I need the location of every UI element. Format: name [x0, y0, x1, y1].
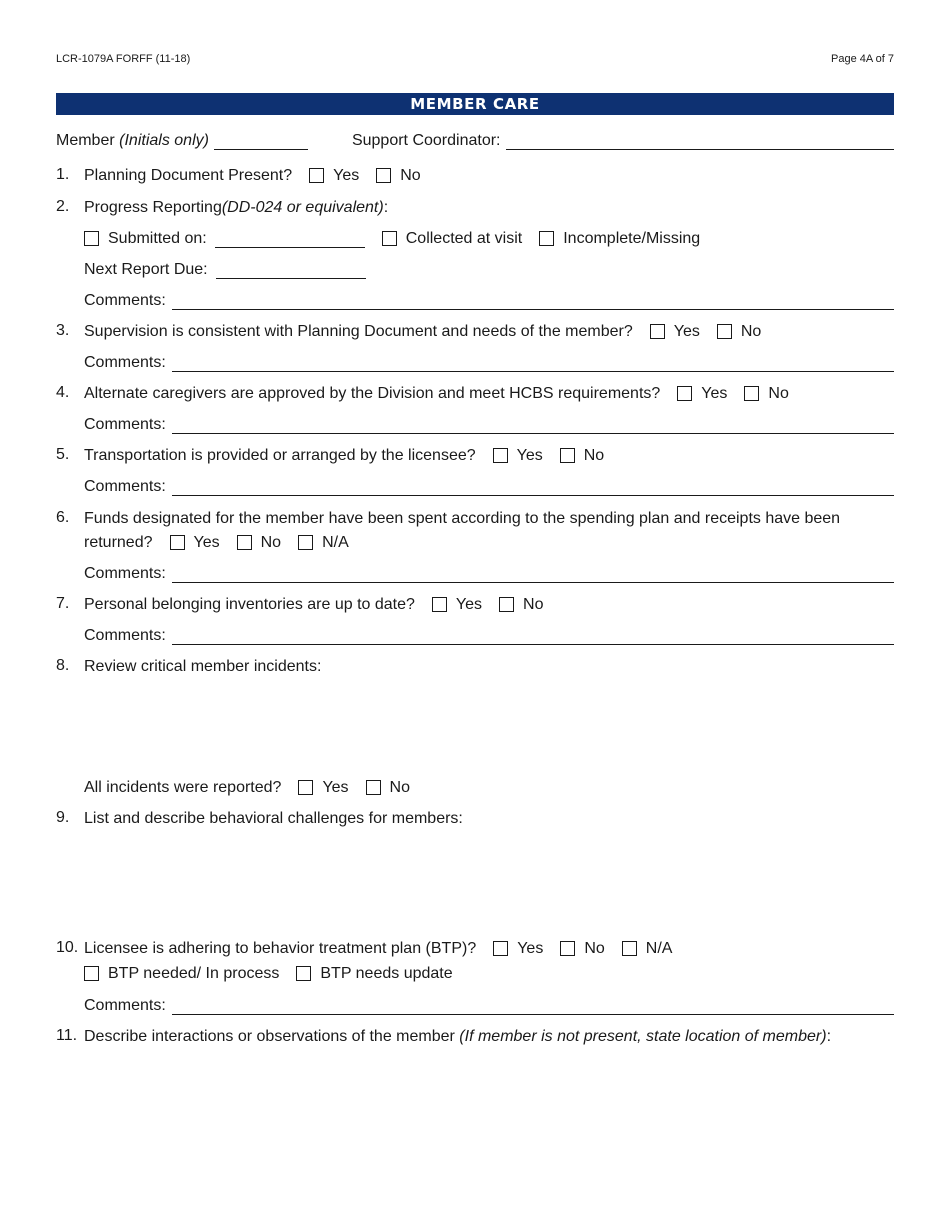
q2-comments-label: Comments:	[84, 292, 166, 309]
q2-suffix: :	[383, 199, 389, 216]
q7-no-checkbox[interactable]	[499, 597, 514, 612]
q4-no-checkbox[interactable]	[744, 386, 759, 401]
q4-comments-label: Comments:	[84, 416, 166, 433]
q6-no-option[interactable]	[237, 534, 281, 552]
q6-no-label: No	[260, 534, 282, 551]
q2-collected-checkbox[interactable]	[382, 231, 397, 246]
q10-btp-row	[84, 963, 894, 983]
q2-number: 2.	[56, 198, 70, 215]
q8-yes-checkbox[interactable]	[298, 780, 313, 795]
q1-no-option[interactable]	[376, 167, 420, 185]
q7-comments-field[interactable]	[172, 631, 894, 645]
q7-yes-label: Yes	[455, 596, 483, 613]
q5-comments-row	[84, 476, 894, 496]
q10-na-checkbox[interactable]	[622, 941, 637, 956]
q3-yes-option[interactable]	[650, 323, 700, 341]
q7-no-option[interactable]	[499, 596, 543, 614]
q2-incomplete-option[interactable]	[539, 230, 700, 248]
q2-submitted-option[interactable]	[84, 230, 207, 248]
q3-row	[84, 321, 894, 341]
q4-yes-option[interactable]	[677, 385, 727, 403]
q7-text: Personal belonging inventories are up to date?	[84, 596, 415, 613]
q8-reported-text: All incidents were reported?	[84, 779, 282, 796]
q7-comments-row	[84, 625, 894, 645]
q8-no-option[interactable]	[366, 779, 410, 797]
q7-number: 7.	[56, 595, 70, 612]
member-label-note: (Initials only)	[119, 132, 209, 149]
q10-update-option[interactable]	[296, 965, 452, 983]
q8-no-label: No	[389, 779, 410, 796]
q4-row	[84, 383, 894, 403]
q6-yes-checkbox[interactable]	[170, 535, 185, 550]
q10-needed-label: BTP needed/ In process	[108, 965, 280, 982]
q10-number: 10.	[56, 939, 79, 956]
q10-yes-option[interactable]	[493, 940, 543, 958]
q3-yes-label: Yes	[673, 323, 700, 340]
q3-text: Supervision is consistent with Planning Document and needs of the member?	[84, 323, 633, 340]
q6-comments-field[interactable]	[172, 569, 894, 583]
q8-yes-option[interactable]	[298, 779, 348, 797]
q6-number: 6.	[56, 509, 70, 526]
q6-no-checkbox[interactable]	[237, 535, 252, 550]
q7-yes-option[interactable]	[432, 596, 482, 614]
q3-yes-checkbox[interactable]	[650, 324, 665, 339]
q2-comments-row	[84, 290, 894, 310]
q2-status-row	[84, 228, 894, 248]
coordinator-label: Support Coordinator:	[351, 132, 501, 149]
q6-row-2	[84, 532, 894, 552]
q5-no-checkbox[interactable]	[560, 448, 575, 463]
q8-reported-row	[84, 777, 894, 797]
q8-response-area[interactable]	[84, 680, 894, 772]
q6-text-2: returned?	[84, 534, 153, 551]
q3-no-option[interactable]	[717, 323, 761, 341]
q4-text: Alternate caregivers are approved by the Division and meet HCBS requirements?	[84, 385, 661, 402]
q2-submitted-label: Submitted on:	[108, 230, 207, 247]
q6-row	[84, 508, 894, 528]
q2-next-due-field[interactable]	[216, 265, 366, 279]
q6-comments-label: Comments:	[84, 565, 166, 582]
q2-next-due-label: Next Report Due:	[84, 261, 208, 278]
q4-number: 4.	[56, 384, 70, 401]
q10-update-label: BTP needs update	[320, 965, 453, 982]
q11-text: Describe interactions or observations of the member	[84, 1028, 455, 1045]
page-number: Page 4A of 7	[831, 53, 894, 65]
q9-response-area[interactable]	[84, 832, 894, 932]
q1-no-label: No	[400, 167, 421, 184]
q5-number: 5.	[56, 446, 70, 463]
q1-number: 1.	[56, 166, 70, 183]
member-label: Member	[56, 132, 115, 149]
q3-comments-label: Comments:	[84, 354, 166, 371]
q5-comments-label: Comments:	[84, 478, 166, 495]
q5-yes-label: Yes	[516, 447, 543, 464]
q7-comments-label: Comments:	[84, 627, 166, 644]
q4-comments-row	[84, 414, 894, 434]
q11-note: (If member is not present, state location of member)	[459, 1028, 827, 1045]
q2-incomplete-label: Incomplete/Missing	[563, 230, 701, 247]
q3-no-label: No	[740, 323, 762, 340]
q3-comments-row	[84, 352, 894, 372]
q8-yes-label: Yes	[322, 779, 349, 796]
q1-yes-checkbox[interactable]	[309, 168, 324, 183]
member-row	[56, 130, 894, 150]
q10-no-option[interactable]	[560, 940, 604, 958]
q5-comments-field[interactable]	[172, 482, 894, 496]
q8-text: Review critical member incidents:	[84, 658, 322, 675]
q2-collected-option[interactable]	[382, 230, 523, 248]
q9-text: List and describe behavioral challenges for members:	[84, 810, 463, 827]
q10-comments-field[interactable]	[172, 1001, 894, 1015]
q10-needed-checkbox[interactable]	[84, 966, 99, 981]
q8-number: 8.	[56, 657, 70, 674]
q10-no-label: No	[584, 940, 605, 957]
q1-yes-option[interactable]	[309, 167, 359, 185]
q5-text: Transportation is provided or arranged by the licensee?	[84, 447, 476, 464]
q4-comments-field[interactable]	[172, 420, 894, 434]
q10-text: Licensee is adhering to behavior treatment plan (BTP)?	[84, 940, 477, 957]
q5-yes-checkbox[interactable]	[493, 448, 508, 463]
q2-text: Progress Reporting	[84, 199, 222, 216]
q6-na-option[interactable]	[298, 534, 349, 552]
q2-submitted-date-field[interactable]	[215, 234, 365, 248]
q4-no-label: No	[768, 385, 789, 402]
member-initials-field[interactable]	[214, 136, 308, 150]
q1-text: Planning Document Present?	[84, 167, 293, 184]
q10-no-checkbox[interactable]	[560, 941, 575, 956]
q10-yes-checkbox[interactable]	[493, 941, 508, 956]
form-code: LCR-1079A FORFF (11-18)	[56, 53, 191, 65]
q5-yes-option[interactable]	[493, 447, 543, 465]
q10-row	[84, 938, 894, 958]
q10-comments-row	[84, 995, 894, 1015]
q4-yes-label: Yes	[701, 385, 728, 402]
q11-number: 11.	[56, 1027, 78, 1044]
q10-na-label: N/A	[645, 940, 673, 957]
q8-row	[84, 656, 894, 676]
q2-note: (DD-024 or equivalent)	[221, 199, 384, 216]
q2-comments-field[interactable]	[172, 296, 894, 310]
q11-response-area[interactable]	[84, 1052, 894, 1202]
section-title: MEMBER CARE	[56, 93, 894, 115]
q3-comments-field[interactable]	[172, 358, 894, 372]
q6-text: Funds designated for the member have been spent according to the spending plan and receipts have been	[84, 510, 841, 527]
q10-yes-label: Yes	[517, 940, 544, 957]
q4-yes-checkbox[interactable]	[677, 386, 692, 401]
q6-na-checkbox[interactable]	[298, 535, 313, 550]
q6-yes-option[interactable]	[170, 534, 220, 552]
q2-row	[84, 197, 894, 217]
q5-no-label: No	[583, 447, 605, 464]
q10-comments-label: Comments:	[84, 997, 166, 1014]
q5-row	[84, 445, 894, 465]
q7-yes-checkbox[interactable]	[432, 597, 447, 612]
q2-collected-label: Collected at visit	[405, 230, 523, 247]
q6-comments-row	[84, 563, 894, 583]
coordinator-field[interactable]	[506, 136, 894, 150]
q3-no-checkbox[interactable]	[717, 324, 732, 339]
q11-suffix: :	[826, 1028, 832, 1045]
q10-needed-option[interactable]	[84, 965, 279, 983]
q3-number: 3.	[56, 322, 70, 339]
q2-incomplete-checkbox[interactable]	[539, 231, 554, 246]
q8-no-checkbox[interactable]	[366, 780, 381, 795]
q10-na-option[interactable]	[622, 940, 673, 958]
q9-row	[84, 808, 894, 828]
q10-update-checkbox[interactable]	[296, 966, 311, 981]
q1-row	[84, 165, 894, 185]
q1-yes-label: Yes	[333, 167, 360, 184]
q7-row	[84, 594, 894, 614]
q6-yes-label: Yes	[193, 534, 220, 551]
q11-row	[84, 1026, 894, 1046]
q2-next-due-row	[84, 259, 894, 279]
q2-submitted-checkbox[interactable]	[84, 231, 99, 246]
q5-no-option[interactable]	[560, 447, 604, 465]
q9-number: 9.	[56, 809, 70, 826]
q1-no-checkbox[interactable]	[376, 168, 391, 183]
q7-no-label: No	[523, 596, 544, 613]
q4-no-option[interactable]	[744, 385, 788, 403]
q6-na-label: N/A	[322, 534, 349, 551]
